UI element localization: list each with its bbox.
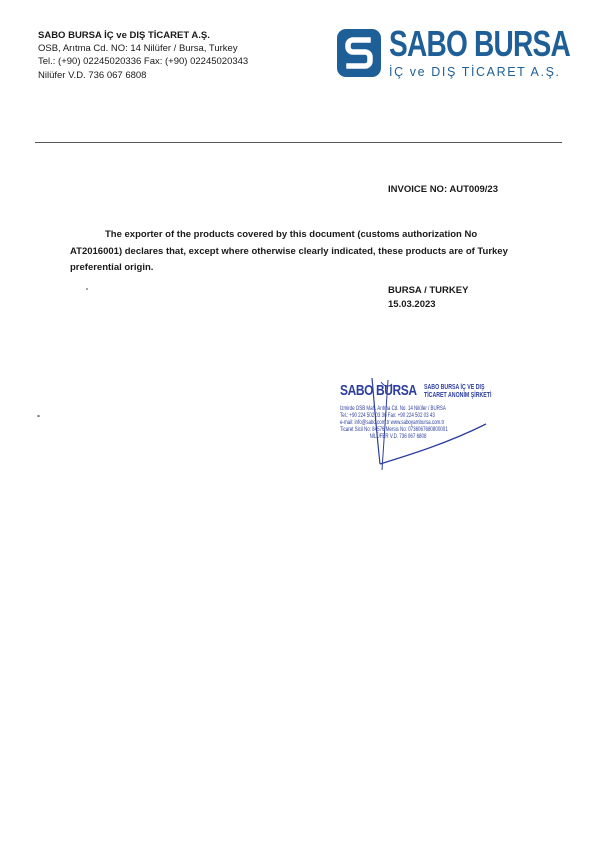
- scan-speck: [86, 288, 88, 290]
- stamp-web: e-mail: info@sabo.com.tr www.saboyarnbursa.com.tr: [340, 420, 445, 426]
- company-tax-office: Nilüfer V.D. 736 067 6808: [38, 69, 147, 81]
- logo-wordmark: SABO BURSA: [389, 23, 570, 64]
- stamp-phone: Tel.: +90 224 502 03 36 Fax: +90 224 502 03 43: [340, 413, 435, 419]
- invoice-number: INVOICE NO: AUT009/23: [388, 184, 498, 195]
- company-phone-fax: Tel.: (+90) 02245020336 Fax: (+90) 02245020343: [38, 56, 249, 68]
- declaration-line-1: The exporter of the products covered by this document (customs authorization No: [105, 229, 478, 240]
- stamp-logo: SABO BURSA: [340, 382, 417, 399]
- company-logo: [337, 23, 570, 85]
- company-info: [38, 29, 248, 82]
- company-name: SABO BURSA İÇ ve DIŞ TİCARET A.Ş.: [38, 30, 210, 41]
- date: 15.03.2023: [388, 298, 436, 310]
- stamp-registry: Ticaret Sicil No: 84576 Mersis No: 0736067680800001: [340, 427, 448, 433]
- place-date: [388, 284, 468, 311]
- stamp-tax: NİLÜFER V.D. 736 067 6808: [369, 434, 427, 440]
- stamp-address: İzmirde OSB Mah. Arıtma Cd. No: 14 Nilüfer / BURSA: [340, 406, 446, 412]
- header-divider: [35, 142, 562, 143]
- stamp-company-line1: SABO BURSA İÇ VE DIŞ: [424, 384, 485, 391]
- scan-speck: [37, 415, 40, 417]
- stamp-company-line2: TİCARET ANONİM ŞİRKETİ: [424, 392, 492, 399]
- declaration-rest: AT2016001) declares that, except where otherwise clearly indicated, these products are of Turkey preferential origin.: [70, 245, 508, 273]
- sabo-logo-icon: [337, 29, 381, 77]
- company-stamp: [336, 376, 506, 472]
- logo-subtitle: İÇ ve DIŞ TİCARET A.Ş.: [389, 65, 561, 79]
- origin-declaration: [70, 227, 540, 277]
- company-address: OSB, Arıtma Cd. NO: 14 Nilüfer / Bursa, Turkey: [38, 43, 238, 55]
- handwritten-signature: [336, 376, 506, 472]
- place: BURSA / TURKEY: [388, 285, 469, 296]
